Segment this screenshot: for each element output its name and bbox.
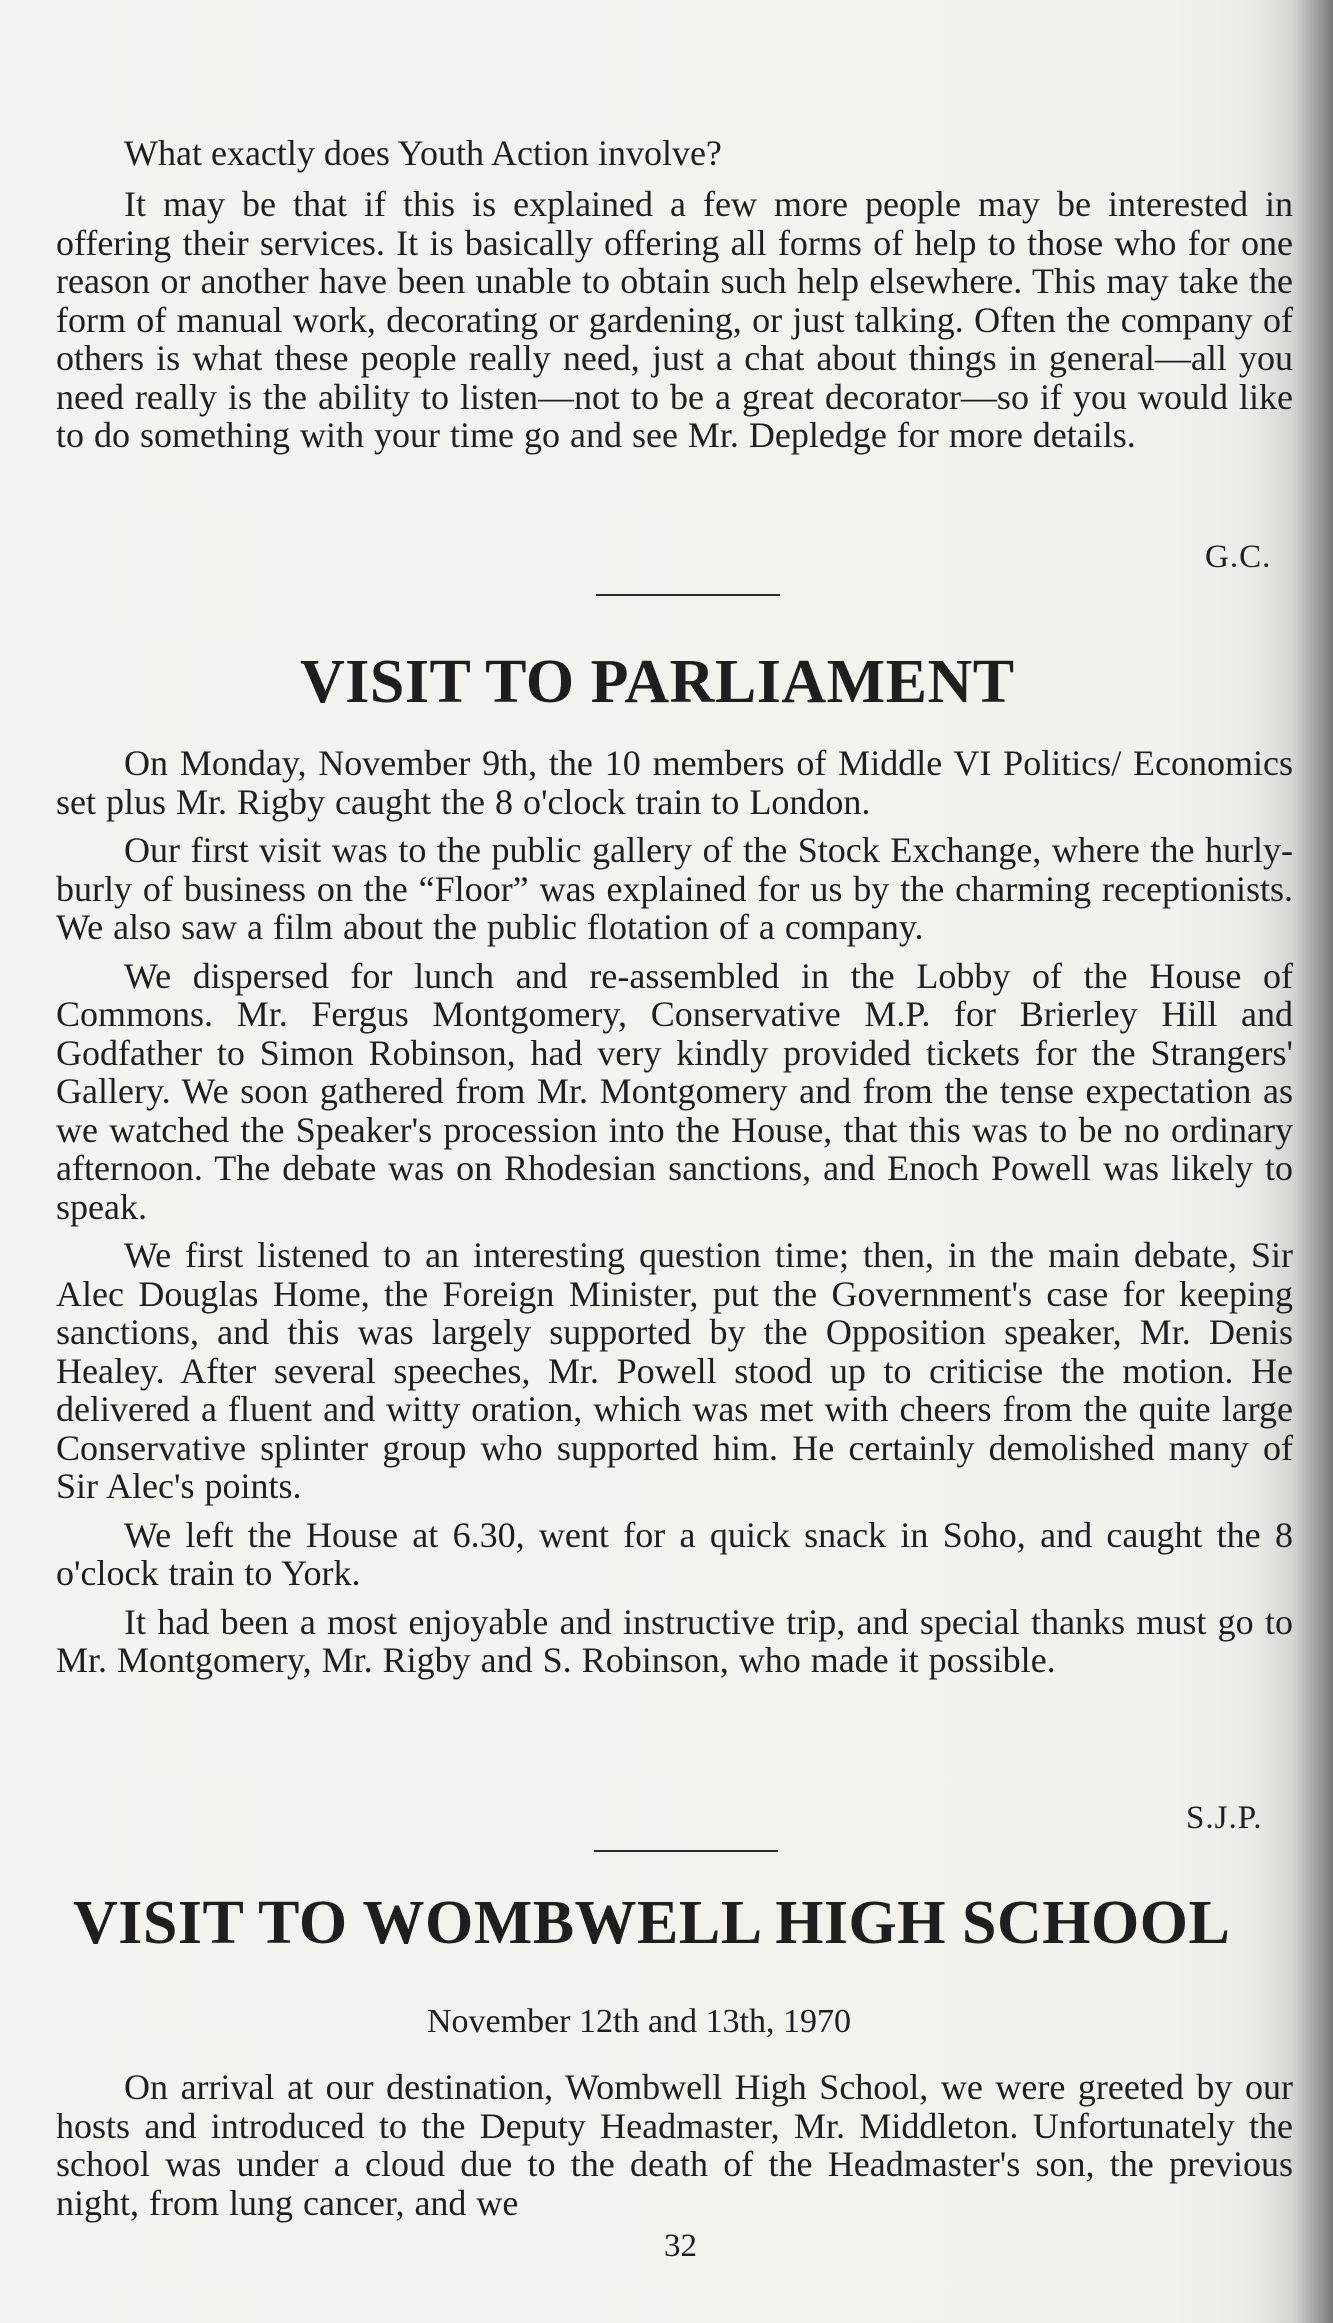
wombwell-article bbox=[56, 2068, 1293, 2222]
parliament-paragraph-3: We dispersed for lunch and re-assembled in the Lobby of the House of Commons. Mr. Fergus Montgomery, Conservative M.P. for Brierley Hill and Godfather to Simon Robinson, had very kindly provided tickets for the Strangers' Gallery. We soon gathered from Mr. Montgomery and from the tense expectation as we watched the Speaker's procession into the House, that this was to be no ordinary afternoon. The debate was on Rhodesian sanctions, and Enoch Powell was likely to speak. bbox=[56, 955, 1293, 1227]
parliament-signature: S.J.P. bbox=[1186, 1800, 1263, 1836]
page-number: 32 bbox=[664, 2228, 697, 2264]
intro-signature: G.C. bbox=[1205, 539, 1272, 575]
intro-paragraph: It may be that if this is explained a few more people may be interested in offering their services. It is basically offering all forms of help to those who for one reason or another have been unable to obtain such help elsewhere. This may take the form of manual work, decorating or gardening, or just talking. Often the company of others is what these people really need, just a chat about things in general—all you need really is the ability to listen—not to be a great decorator—so if you would like to do something with your time go and see Mr. Depledge for more details. bbox=[56, 184, 1293, 455]
intro-text-column bbox=[56, 185, 1293, 455]
intro-question: What exactly does Youth Action involve? bbox=[124, 133, 722, 173]
parliament-heading: VISIT TO PARLIAMENT bbox=[300, 648, 1015, 716]
parliament-paragraph-5: We left the House at 6.30, went for a quick snack in Soho, and caught the 8 o'clock train to York. bbox=[56, 1514, 1293, 1593]
parliament-paragraph-2: Our first visit was to the public gallery of the Stock Exchange, where the hurly-burly of business on the “Floor” was explained for us by the charming receptionists. We also saw a film about the public flotation of a company. bbox=[56, 830, 1293, 947]
wombwell-paragraph: On arrival at our destination, Wombwell High School, we were greeted by our hosts and introduced to the Deputy Headmaster, Mr. Middleton. Unfortunately the school was under a cloud due to the death of the Headmaster's son, the previous night, from lung cancer, and we bbox=[56, 2067, 1293, 2223]
wombwell-heading: VISIT TO WOMBWELL HIGH SCHOOL bbox=[73, 1889, 1231, 1957]
parliament-paragraph-1: On Monday, November 9th, the 10 members of Middle VI Politics/ Economics set plus Mr. Rigby caught the 8 o'clock train to London. bbox=[56, 743, 1293, 822]
section-divider bbox=[594, 1850, 778, 1852]
parliament-paragraph-4: We first listened to an interesting question time; then, in the main debate, Sir Alec Douglas Home, the Foreign Minister, put the Government's case for keeping sanctions, and this was largely supported by the Opposition speaker, Mr. Denis Healey. After several speeches, Mr. Powell stood up to criticise the motion. He delivered a fluent and witty oration, which was met with cheers from the quite large Conservative splinter group who supported him. He certainly demolished many of Sir Alec's points. bbox=[56, 1235, 1293, 1506]
parliament-paragraph-6: It had been a most enjoyable and instructive trip, and special thanks must go to Mr. Montgomery, Mr. Rigby and S. Robinson, who made it possible. bbox=[56, 1601, 1293, 1680]
wombwell-dateline: November 12th and 13th, 1970 bbox=[427, 2003, 851, 2040]
section-divider bbox=[596, 594, 780, 596]
parliament-article bbox=[56, 744, 1293, 1680]
